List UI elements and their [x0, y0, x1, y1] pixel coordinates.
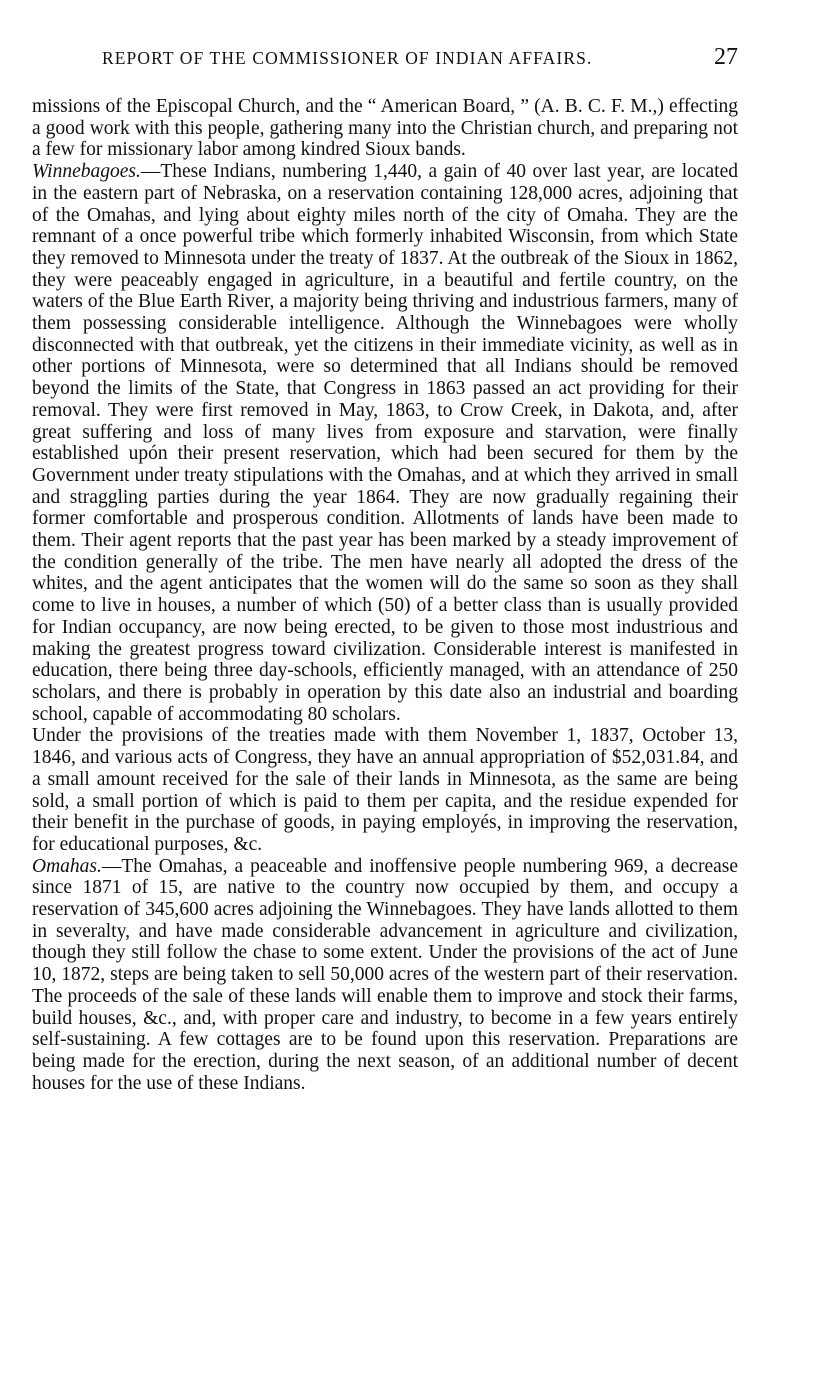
paragraph-winnebagoes [32, 161, 738, 725]
page-number: 27 [714, 44, 738, 70]
paragraph-text: —The Omahas, a peaceable and inoffensive people numbering 969, a decrease since 1871 of 15, are native to the country now occupied by them, and occupy a reservation of 345,600 acres adjoining the Winnebagoes. They have lands allotted to them in severalty, and have made considerable advancement in agriculture and civilization, though they still follow the chase to some extent. Under the provisions of the act of June 10, 1872, steps are being taken to sell 50,000 acres of the western part of their reservation. The proceeds of the sale of these lands will enable them to improve and stock their farms, build houses, &c., and, with proper care and industry, to become in a few years entirely self-sustaining. A few cottages are to be found upon this reservation. Preparations are being made for the erection, during the next season, of an additional number of decent houses for the use of these Indians. [32, 855, 738, 1094]
running-header [32, 44, 738, 96]
body-text [32, 96, 738, 1094]
paragraph-text: —These Indians, numbering 1,440, a gain of 40 over last year, are located in the eastern part of Nebraska, on a reservation containing 128,000 acres, adjoining that of the Omahas, and lying about eighty miles north of the city of Omaha. They are the remnant of a once powerful tribe which formerly inhabited Wisconsin, from which State they removed to Minnesota under the treaty of 1837. At the outbreak of the Sioux in 1862, they were peaceably engaged in agriculture, in a beautiful and fertile country, on the waters of the Blue Earth River, a majority being thriving and industrious farmers, many of them possessing considerable intelligence. Although the Winnebagoes were wholly disconnected with that outbreak, yet the citizens in their immediate vicinity, as well as in other portions of Minnesota, were so determined that all Indians should be removed beyond the limits of the State, that Congress in 1863 passed an act providing for their removal. They were first removed in May, 1863, to Crow Creek, in Dakota, and, after great suffering and loss of many lives from exposure and starvation, were finally established upón their present reservation, which had been secured for them by the Government under treaty stipulations with the Omahas, and at which they arrived in small and straggling parties during the year 1864. They are now gradually regaining their former comfortable and prosperous condition. Allotments of lands have been made to them. Their agent reports that the past year has been marked by a steady improvement of the condition generally of the tribe. The men have nearly all adopted the dress of the whites, and the agent anticipates that the women will do the same so soon as they shall come to live in houses, a number of which (50) of a better class than is usually provided for Indian occupancy, are now being erected, to be given to those most industrious and making the greatest progress toward civilization. Considerable interest is manifested in education, there being three day-schools, efficiently managed, with an attendance of 250 scholars, and there is probably in operation by this date also an industrial and boarding school, capable of accommodating 80 scholars. [32, 161, 738, 725]
paragraph-lead-winnebagoes: Winnebagoes. [32, 161, 141, 183]
document-page [32, 44, 738, 1094]
paragraph-text: missions of the Episcopal Church, and the “ American Board, ” (A. B. C. F. M.,) effecting a good work with this people, gathering many into the Christian church, and preparing not a few for missionary labor among kindred Sioux bands. [32, 96, 738, 161]
paragraph-omahas [32, 856, 738, 1095]
running-title: REPORT OF THE COMMISSIONER OF INDIAN AFFAIRS. [102, 48, 593, 68]
paragraph-episcopal-missions [32, 96, 738, 161]
paragraph-text: Under the provisions of the treaties made with them November 1, 1837, October 13, 1846, and various acts of Congress, they have an annual appropriation of $52,031.84, and a small amount received for the sale of their lands in Minnesota, as the same are being sold, a small portion of which is paid to them per capita, and the residue expended for their benefit in the purchase of goods, in paying employés, in improving the reservation, for educational purposes, &c. [32, 725, 738, 855]
paragraph-lead-omahas: Omahas. [32, 855, 102, 877]
paragraph-winnebago-provisions [32, 725, 738, 855]
